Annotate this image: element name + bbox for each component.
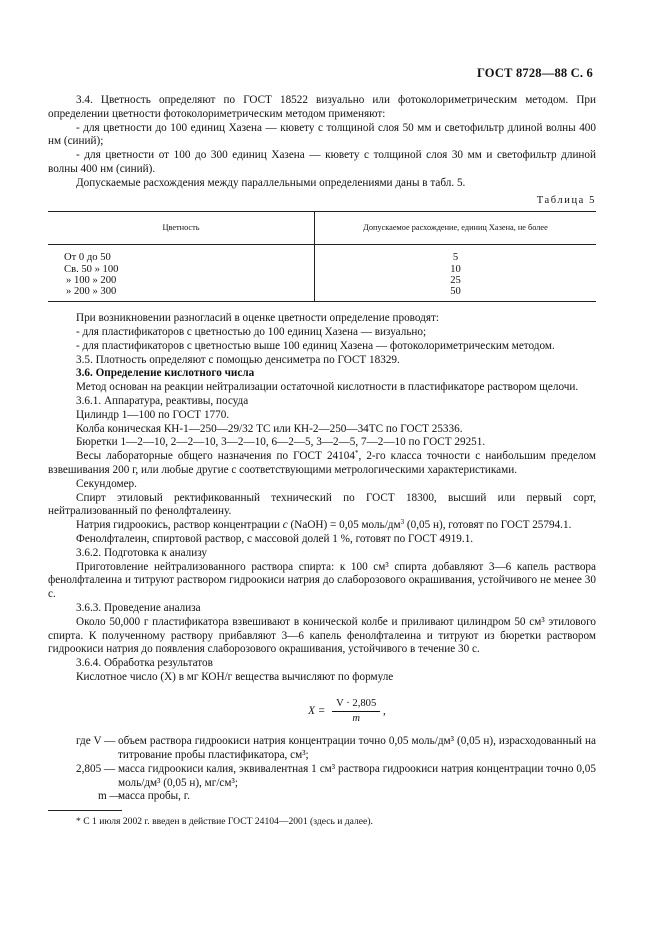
table-5-header-color: Цветность — [48, 212, 315, 245]
equipment-scales — [48, 450, 596, 478]
definition-label: 2,805 — — [76, 762, 116, 775]
scales-text-b: , 2-го класса точности с наибольшим пределом взвешивания 200 г, или любые другие с соответствующими метрологическими характеристиками. — [48, 450, 596, 476]
equipment-burettes: Бюретки 1—2—10, 2—2—10, 3—2—10, 6—2—5, 3—2—5, 7—2—10 по ГОСТ 29251. — [76, 436, 486, 449]
definition-item — [48, 790, 596, 804]
table-cell-range: » 100 » 200 — [48, 275, 315, 286]
cube-superscript: 3 — [400, 518, 405, 527]
section-3-6-1-heading: 3.6.1. Аппаратура, реактивы, посуда — [76, 394, 249, 407]
formula-numerator: V · 2,805 — [332, 697, 380, 712]
table-row — [48, 286, 596, 302]
table-5 — [48, 211, 596, 302]
table-cell-value: 5 — [452, 252, 459, 264]
section-3-6-4-heading: 3.6.4. Обработка результатов — [76, 657, 213, 670]
definition-text: объем раствора гидроокиси натрия концентрации точно 0,05 моль/дм³ (0,05 н), израсходованный на титрование пробы пластификатора, см³; — [118, 735, 596, 762]
section-3-4-bullet-1: - для цветности до 100 единиц Хазена — кювету с толщиной слоя 50 мм и светофильтр длиной волны 400 нм (синий); — [48, 121, 596, 148]
definition-item — [48, 735, 596, 763]
section-3-4-bullet-2: - для цветности от 100 до 300 единиц Хазена — кювету с толщиной слоя 30 мм и светофильтр длиной волны 400 нм (синий). — [48, 149, 596, 175]
table-5-header-tolerance: Допускаемое расхождение, единиц Хазена, не более — [315, 212, 597, 245]
naoh-text-a: Натрия гидроокись, раствор концентрации — [76, 519, 283, 532]
definition-text: масса гидроокиси калия, эквивалентная 1 см³ раствора гидроокиси натрия концентрации точно 0,05 моль/дм³ (0,05 н), мг/см³; — [118, 762, 596, 789]
equipment-stopwatch: Секундомер. — [76, 477, 137, 490]
table-cell-range: » 200 » 300 — [48, 286, 315, 302]
table-cell-value: 25 — [450, 274, 461, 286]
definitions-list — [48, 735, 596, 804]
table-row — [48, 264, 596, 275]
table-cell-range: Св. 50 » 100 — [48, 264, 315, 275]
naoh-text-b: (NaOH) = 0,05 моль/дм — [287, 519, 401, 532]
reagent-phenolphthalein: Фенолфталеин, спиртовой раствор, с массовой долей 1 %, готовят по ГОСТ 4919.1. — [76, 532, 474, 545]
concentration-symbol: c — [282, 519, 288, 532]
definition-label: где V — — [76, 735, 116, 748]
formula-denominator: m — [352, 712, 361, 724]
definition-text: масса пробы, г. — [118, 790, 190, 803]
analysis-paragraph: Около 50,000 г пластификатора взвешивают в конической колбе и приливают цилиндром 50 см³ этилового спирта. К полученному раствору прибавляют 3—6 капель фенолфталеина и титруют из бюретки раствором гидроокиси натрия до появления слаборозового окрашивания, устойчивого в течение 30 с. — [48, 615, 596, 656]
document-body — [48, 94, 596, 829]
table-row — [48, 245, 596, 264]
disagreement-paragraph: При возникновении разногласий в оценке цветности определение проводят: — [76, 312, 439, 325]
section-3-6-3-heading: 3.6.3. Проведение анализа — [76, 601, 201, 614]
section-3-5-paragraph: 3.5. Плотность определяют с помощью денсиметра по ГОСТ 18329. — [76, 353, 400, 366]
disagreement-bullet-1: - для пластификаторов с цветностью до 100 единиц Хазена — визуально; — [76, 325, 427, 338]
definition-label: m — — [98, 790, 121, 803]
formula-lhs: X = — [308, 704, 326, 717]
disagreement-bullet-2: - для пластификаторов с цветностью выше 100 единиц Хазена — фотоколориметрическим методом. — [76, 339, 555, 352]
equipment-cylinder: Цилиндр 1—100 по ГОСТ 1770. — [76, 408, 230, 421]
section-3-6-2-heading: 3.6.2. Подготовка к анализу — [76, 546, 208, 559]
footnote: * С 1 июля 2002 г. введен в действие ГОСТ 24104—2001 (здесь и далее). — [76, 816, 373, 828]
scales-text-a: Весы лабораторные общего назначения по ГОСТ 24104 — [76, 450, 355, 463]
footnote-divider — [48, 810, 122, 811]
calculation-paragraph: Кислотное число (X) в мг КОН/г вещества вычисляют по формуле — [76, 670, 394, 683]
preparation-paragraph: Приготовление нейтрализованного раствора спирта: к 100 см³ спирта добавляют 3—6 капель раствора фенолфталеина и титруют раствором гидроокиси натрия до слаборозового окрашивания, устойчивого не менее 30 с. — [48, 560, 596, 601]
page-header: ГОСТ 8728—88 С. 6 — [476, 66, 593, 80]
formula-tail: , — [383, 704, 386, 717]
section-3-4-note: Допускаемые расхождения между параллельными определениями даны в табл. 5. — [76, 176, 466, 189]
table-cell-range: От 0 до 50 — [48, 245, 315, 264]
acid-number-formula — [98, 697, 596, 726]
naoh-text-c: (0,05 н), готовят по ГОСТ 25794.1. — [404, 519, 572, 532]
section-3-4-paragraph: 3.4. Цветность определяют по ГОСТ 18522 визуально или фотоколориметрическим методом. При определении цветности фотоколориметрическим методом применяют: — [48, 94, 596, 120]
table-cell-value: 10 — [450, 263, 461, 275]
section-3-6-intro: Метод основан на реакции нейтрализации остаточной кислотности в пластификаторе раствором щелочи. — [76, 381, 579, 394]
reagent-naoh — [48, 519, 596, 533]
table-cell-value: 50 — [315, 286, 597, 302]
footnote-star: * — [354, 449, 359, 458]
definition-item — [48, 763, 596, 791]
table-5-caption: Таблица 5 — [536, 194, 596, 206]
reagent-ethanol: Спирт этиловый ректификованный технический по ГОСТ 18300, высший или первый сорт, нейтрализованный по фенолфталеину. — [48, 491, 596, 518]
equipment-flask: Колба коническая КН-1—250—29/32 ТС или КН-2—250—34ТС по ГОСТ 25336. — [76, 422, 463, 435]
section-3-6-title: 3.6. Определение кислотного числа — [76, 367, 255, 380]
table-row — [48, 275, 596, 286]
formula-fraction — [332, 697, 380, 726]
